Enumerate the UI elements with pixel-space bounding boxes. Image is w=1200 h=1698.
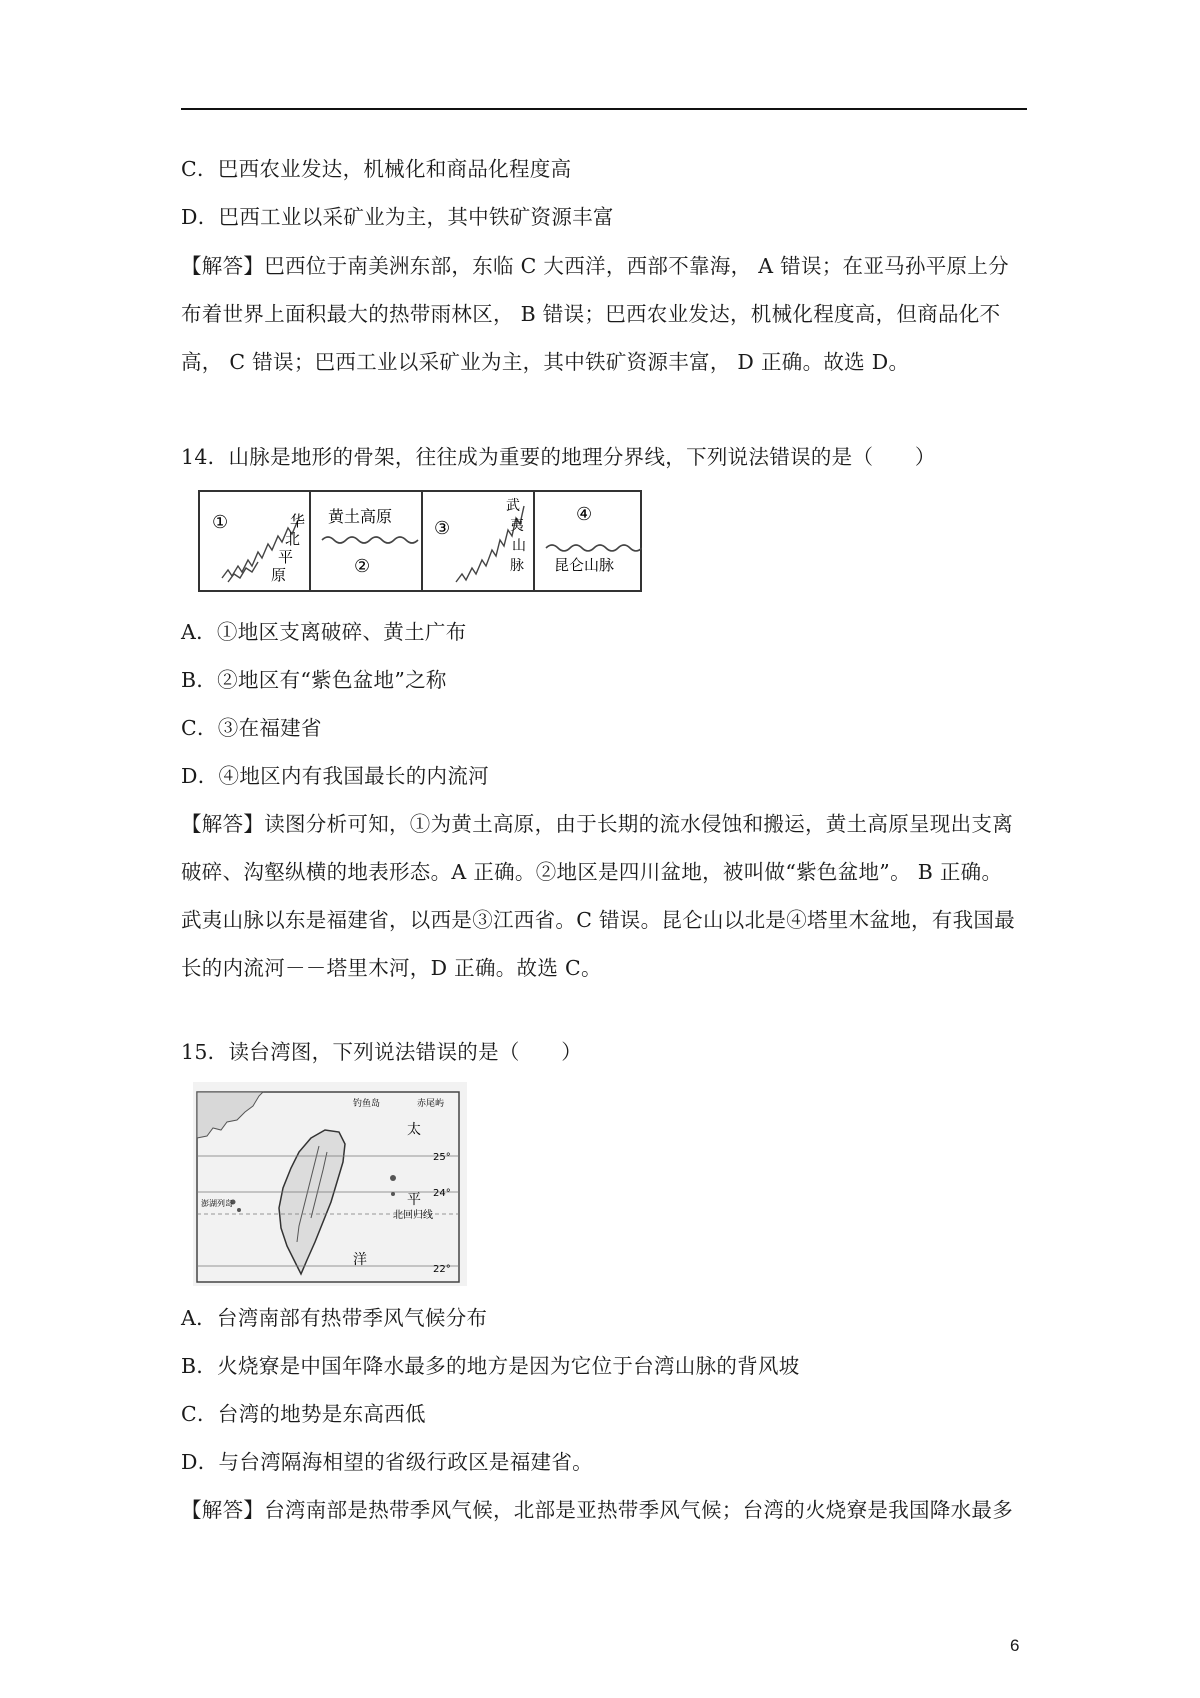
q14-stem: 14．山脉是地形的骨架，往往成为重要的地理分界线，下列说法错误的是（ ） — [181, 445, 936, 469]
q13-option-d: D．巴西工业以采矿业为主，其中铁矿资源丰富 — [181, 205, 614, 229]
q14-option-d: D．④地区内有我国最长的内流河 — [181, 764, 489, 788]
panel-4-label: 昆仑山脉 — [554, 556, 615, 574]
panel-3-label-char: 山 — [512, 538, 526, 554]
panel-3-label-char: 武 — [506, 498, 520, 514]
q15-option-d: D．与台湾隔海相望的省级行政区是福建省。 — [181, 1450, 593, 1474]
panel-1-number: ① — [212, 512, 229, 533]
q14-answer-line-1: 【解答】读图分析可知，①为黄土高原，由于长期的流水侵蚀和搬运，黄土高原呈现出支离 — [181, 812, 1013, 836]
q15-option-c: C．台湾的地势是东高西低 — [181, 1402, 426, 1426]
panel-2-number: ② — [354, 556, 371, 577]
label-lat22: 22° — [433, 1264, 451, 1275]
panel-1-label-char: 原 — [271, 566, 287, 584]
q14-answer-line-3: 武夷山脉以东是福建省，以西是③江西省。C 错误。昆仑山以北是④塔里木盆地，有我国最 — [181, 908, 1015, 932]
panel-3-number: ③ — [434, 518, 451, 539]
label-diaoyu: 钓鱼岛 — [353, 1099, 381, 1109]
panel-1-label-char: 华 — [290, 512, 306, 530]
panel-2-label: 黄土高原 — [328, 507, 393, 526]
q14-option-a: A．①地区支离破碎、黄土广布 — [181, 620, 467, 644]
panel-1-label-char: 平 — [278, 548, 294, 566]
q13-answer-line-1: 【解答】巴西位于南美洲东部，东临 C 大西洋，西部不靠海， A 错误；在亚马孙平原上分 — [181, 254, 1009, 278]
label-lat24: 24° — [433, 1188, 451, 1199]
label-tai: 太 — [407, 1122, 421, 1138]
q15-option-b: B．火烧寮是中国年降水最多的地方是因为它位于台湾山脉的背风坡 — [181, 1354, 800, 1378]
q13-answer-line-2: 布着世界上面积最大的热带雨林区， B 错误；巴西农业发达，机械化程度高，但商品化不 — [181, 302, 1001, 326]
q14-answer-line-4: 长的内流河－－塔里木河，D 正确。故选 C。 — [181, 956, 602, 980]
panel-1-label-char: 北 — [285, 530, 301, 548]
q15-option-a: A．台湾南部有热带季风气候分布 — [181, 1306, 488, 1330]
q15-answer-line-1: 【解答】台湾南部是热带季风气候，北部是亚热带季风气候；台湾的火烧寮是我国降水最多 — [181, 1498, 1013, 1522]
label-lat25: 25° — [433, 1152, 451, 1163]
label-penghu: 澎湖列岛 — [201, 1199, 233, 1208]
q14-option-c: C．③在福建省 — [181, 716, 322, 740]
panel-3-label-char: 脉 — [510, 558, 524, 574]
panel-4-number: ④ — [576, 504, 593, 525]
label-ping: 平 — [407, 1192, 421, 1208]
q13-answer-line-3: 高， C 错误；巴西工业以采矿业为主，其中铁矿资源丰富， D 正确。故选 D。 — [181, 350, 910, 374]
header-rule — [181, 108, 1027, 110]
q14-answer-line-2: 破碎、沟壑纵横的地表形态。A 正确。②地区是四川盆地，被叫做“紫色盆地”。 B 正确。 — [181, 860, 1003, 884]
panel-3-label-char: 夷 — [510, 518, 524, 534]
island — [391, 1192, 395, 1196]
q14-mountain-figure — [198, 490, 642, 592]
island — [237, 1208, 241, 1212]
label-tropic: 北回归线 — [393, 1210, 433, 1221]
label-chiwei: 赤尾屿 — [417, 1099, 445, 1109]
island — [390, 1175, 396, 1181]
q15-taiwan-map — [193, 1082, 467, 1286]
q14-option-b: B．②地区有“紫色盆地”之称 — [181, 668, 447, 692]
page-number: 6 — [1010, 1636, 1020, 1655]
label-yang: 洋 — [353, 1252, 367, 1268]
q13-option-c: C．巴西农业发达，机械化和商品化程度高 — [181, 157, 572, 181]
q15-stem: 15．读台湾图，下列说法错误的是（ ） — [181, 1040, 583, 1064]
